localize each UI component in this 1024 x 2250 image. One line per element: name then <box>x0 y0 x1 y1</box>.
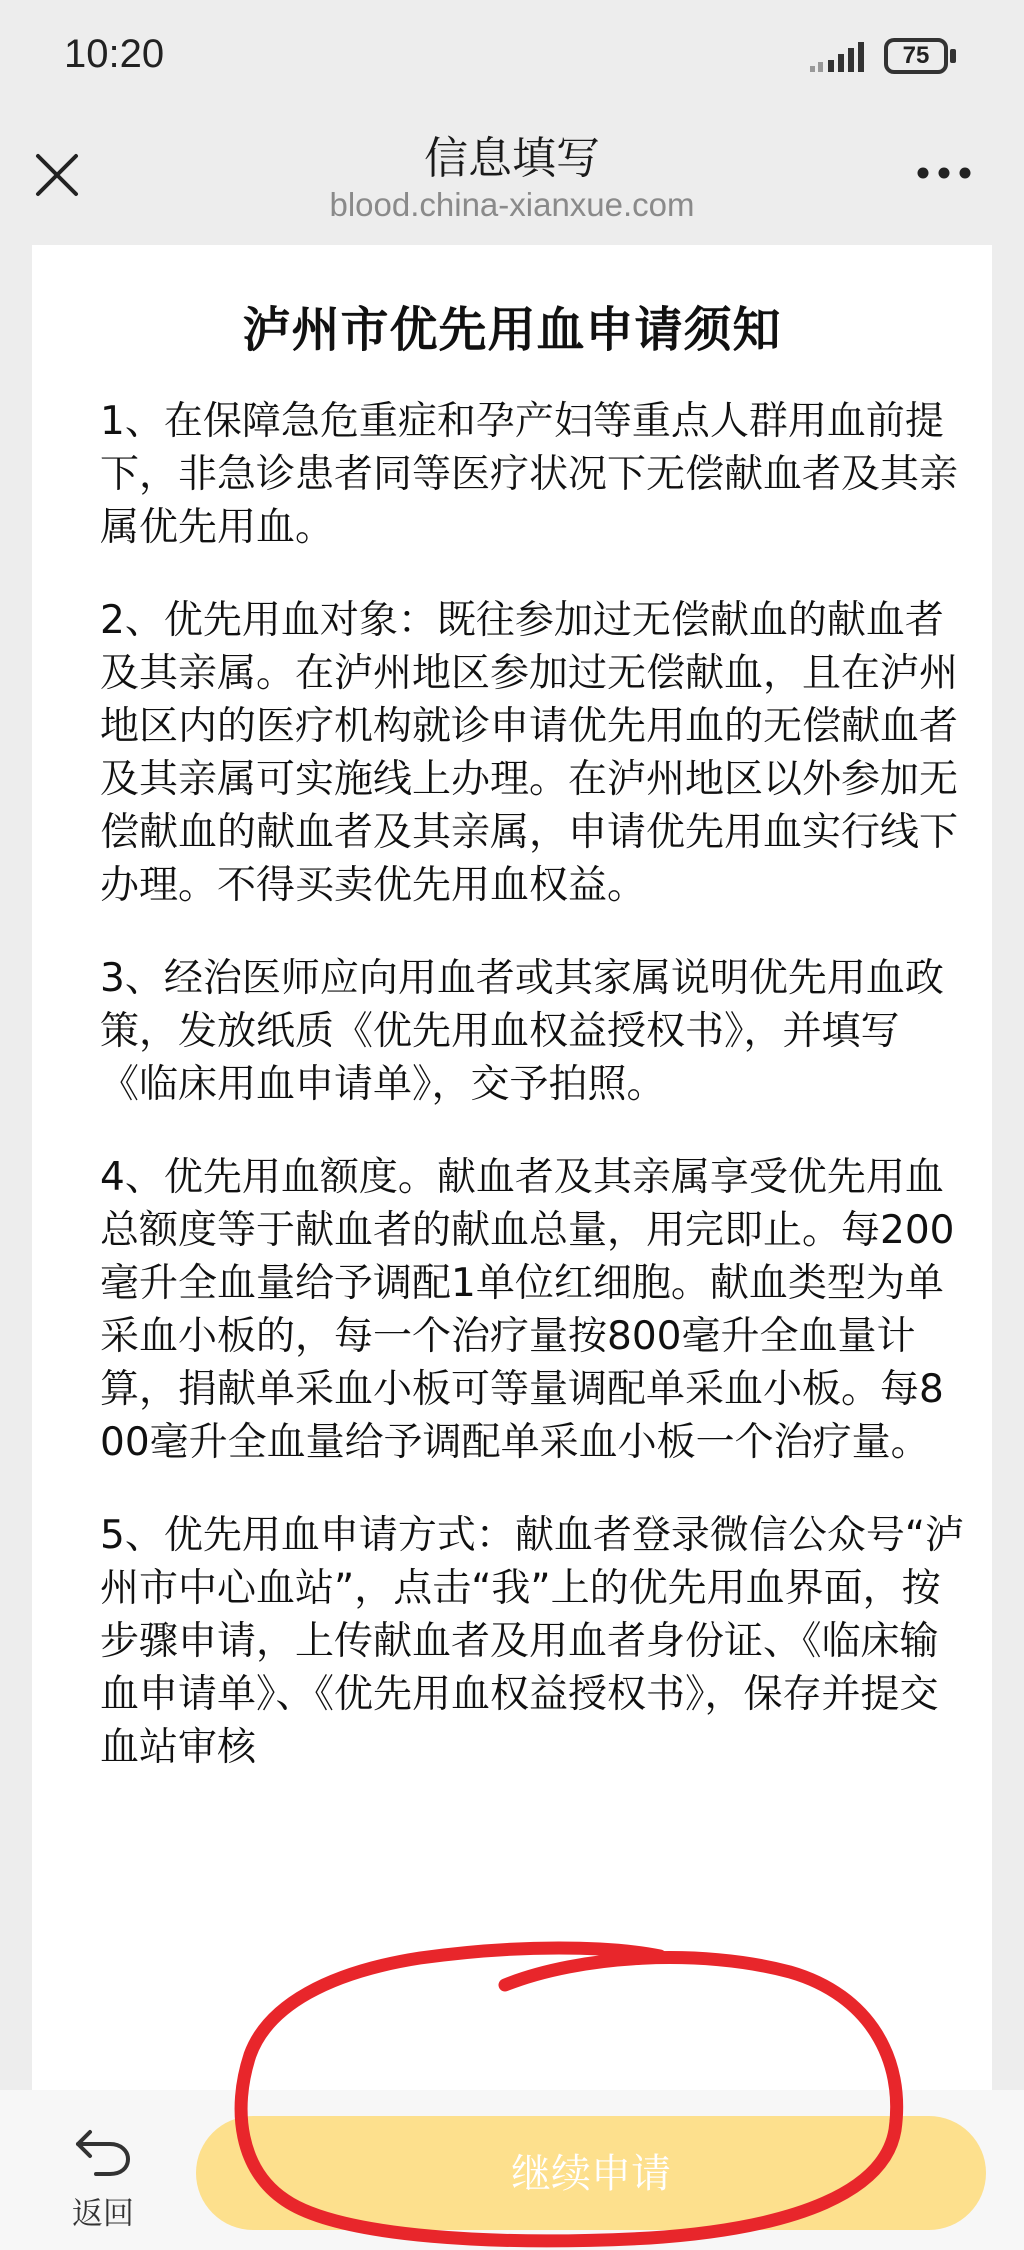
notice-item: 1、在保障急危重症和孕产妇等重点人群用血前提下，非急诊患者同等医疗状况下无偿献血者及其亲属优先用血。 <box>100 399 959 550</box>
notice-title: 泸州市优先用血申请须知 <box>242 302 782 358</box>
bottom-bar <box>0 2090 1024 2250</box>
back-button[interactable] <box>60 2126 146 2232</box>
signal-icon <box>810 40 872 74</box>
continue-apply-button[interactable]: 继续申请 <box>196 2116 986 2230</box>
notice-list <box>100 395 966 1814</box>
notice-item: 2、优先用血对象：既往参加过无偿献血的献血者及其亲属。在泸州地区参加过无偿献血，且在泸州地区内的医疗机构就诊申请优先用血的无偿献血者及其亲属可实施线上办理。在泸州地区以外参加无偿献血的献血者及其亲属，申请优先用血实行线下办理。不得买卖优先用血权益。 <box>100 598 959 908</box>
back-icon <box>74 2126 132 2178</box>
battery-level: 75 <box>884 38 948 74</box>
page-url: blood.china-xianxue.com <box>329 186 695 223</box>
status-bar <box>0 0 1024 120</box>
more-icon[interactable] <box>916 166 972 180</box>
back-label: 返回 <box>72 2196 134 2232</box>
battery-tip <box>950 49 956 63</box>
notice-item: 3、经治医师应向用血者或其家属说明优先用血政策，发放纸质《优先用血权益授权书》，并填写《临床用血申请单》，交予拍照。 <box>100 956 944 1107</box>
battery-icon <box>884 38 958 74</box>
page-title: 信息填写 <box>424 133 600 184</box>
nav-header <box>0 120 1024 245</box>
notice-card <box>32 245 992 2090</box>
status-time: 10:20 <box>64 32 165 76</box>
notice-item: 4、优先用血额度。献血者及其亲属享受优先用血总额度等于献血者的献血总量，用完即止。每200毫升全血量给予调配1单位红细胞。献血类型为单采血小板的，每一个治疗量按800毫升全血量计算，捐献单采血小板可等量调配单采血小板。每800毫升全血量给予调配单采血小板一个治疗量。 <box>100 1155 955 1465</box>
notice-item: 5、优先用血申请方式：献血者登录微信公众号“泸州市中心血站”，点击“我”上的优先用血界面，按步骤申请，上传献血者及用血者身份证、《临床输血申请单》、《优先用血权益授权书》，保存并提交血站审核 <box>100 1513 965 1770</box>
